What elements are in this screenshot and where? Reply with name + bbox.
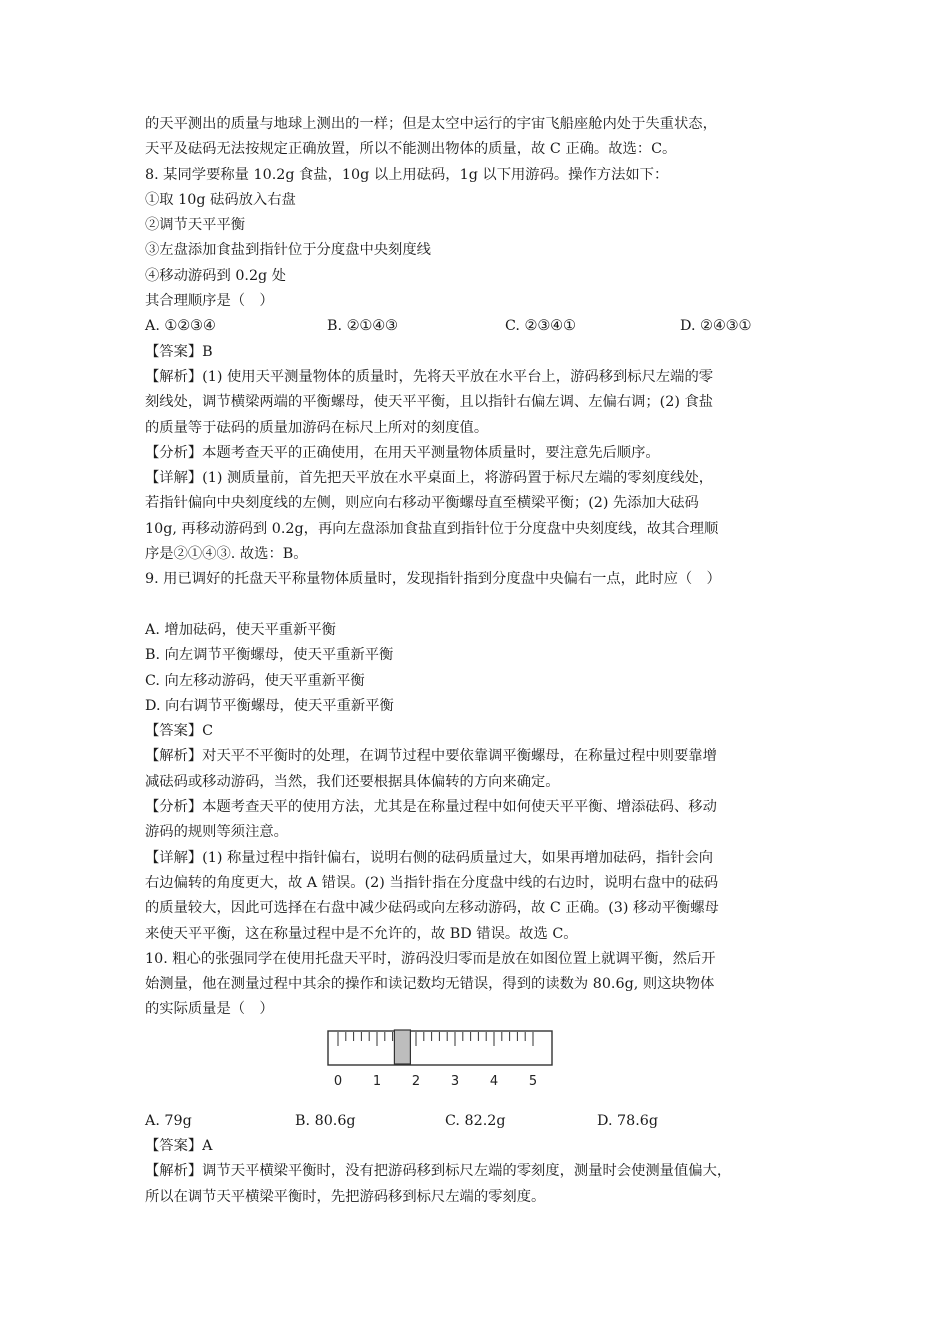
rider-weight [394, 1030, 410, 1064]
answer-10: 【答案】A [145, 1137, 213, 1154]
detail-9: 右边偏转的角度更大，故 A 错误。(2) 当指针指在分度盘中线的右边时，说明右盘中的砝码 [145, 874, 719, 891]
option-c: C. ②③④① [505, 318, 576, 335]
detail-8: 若指针偏向中央刻度线的左侧，则应向右移动平衡螺母直至横梁平衡；(2) 先添加大砝码 [145, 495, 699, 512]
tick-label: 2 [411, 1073, 421, 1089]
question-10-stem: 始测量，他在测量过程中其余的操作和读记数均无错误，得到的读数为 80.6g, 则这块物体 [145, 976, 715, 993]
summary-8: 【分析】本题考查天平的正确使用，在用天平测量物体质量时，要注意先后顺序。 [145, 444, 660, 461]
summary-9: 【分析】本题考查天平的使用方法，尤其是在称量过程中如何使天平平衡、增添砝码、移动 [145, 799, 717, 816]
analysis-8: 【解析】(1) 使用天平测量物体的质量时，先将天平放在水平台上，游码移到标尺左端的零 [145, 368, 714, 385]
answer-8: 【答案】B [145, 343, 213, 360]
option-a: A. ①②③④ [145, 318, 216, 335]
step-4: ④移动游码到 0.2g 处 [145, 267, 287, 284]
tick-label: 1 [372, 1073, 382, 1089]
analysis-8: 刻线处，调节横梁两端的平衡螺母，使天平平衡，且以指针右偏左调、左偏右调；(2) 食盐 [145, 394, 714, 411]
option-d: D. 78.6g [597, 1112, 659, 1129]
summary-9: 游码的规则等须注意。 [145, 824, 288, 841]
detail-8: 序是②①④③. 故选：B。 [145, 546, 308, 563]
option-a: A. 增加砝码，使天平重新平衡 [145, 621, 336, 638]
option-b: B. 向左调节平衡螺母，使天平重新平衡 [145, 647, 394, 664]
analysis-9: 【解析】对天平不平衡时的处理，在调节过程中要依靠调平衡螺母，在称量过程中则要靠增 [145, 748, 717, 765]
detail-9: 的质量较大，因此可选择在右盘中减少砝码或向左移动游码，故 C 正确。(3) 移动平衡螺母 [145, 900, 719, 917]
option-b: B. ②①④③ [327, 318, 398, 335]
rider-scale-figure [145, 1023, 815, 1109]
document-page [145, 112, 815, 1210]
analysis-8: 的质量等于砝码的质量加游码在标尺上所对的刻度值。 [145, 419, 489, 436]
text-line: 的天平测出的质量与地球上测出的一样；但是太空中运行的宇宙飞船座舱内处于失重状态， [145, 116, 717, 132]
spacer [145, 593, 815, 618]
option-c: C. 向左移动游码，使天平重新平衡 [145, 672, 365, 689]
question-8-options [145, 314, 815, 339]
question-8-prompt: 其合理顺序是（ ） [145, 293, 274, 310]
tick-label: 3 [450, 1073, 460, 1089]
question-8-stem: 8. 某同学要称量 10.2g 食盐，10g 以上用砝码，1g 以下用游码。操作方法如下： [145, 166, 669, 183]
analysis-10: 【解析】调节天平横梁平衡时，没有把游码移到标尺左端的零刻度，测量时会使测量值偏大， [145, 1163, 732, 1180]
question-10-options [145, 1109, 815, 1134]
question-10-stem: 的实际质量是（ ） [145, 1001, 274, 1018]
detail-8: 10g, 再移动游码到 0.2g，再向左盘添加食盐直到指针位于分度盘中央刻度线，故其合理顺 [145, 520, 719, 537]
option-b: B. 80.6g [295, 1112, 356, 1129]
option-c: C. 82.2g [445, 1112, 506, 1129]
detail-8: 【详解】(1) 测质量前，首先把天平放在水平桌面上，将游码置于标尺左端的零刻度线处， [145, 470, 714, 487]
option-a: A. 79g [145, 1112, 192, 1129]
answer-9: 【答案】C [145, 723, 214, 740]
question-10-stem: 10. 粗心的张强同学在使用托盘天平时，游码没归零而是放在如图位置上就调平衡，然后开 [145, 950, 716, 967]
step-2: ②调节天平平衡 [145, 217, 246, 234]
step-3: ③左盘添加食盐到指针位于分度盘中央刻度线 [145, 242, 431, 259]
scale-labels [334, 1074, 537, 1089]
detail-9: 【详解】(1) 称量过程中指针偏右，说明右侧的砝码质量过大，如果再增加砝码，指针会向 [145, 849, 714, 866]
option-d: D. ②④③① [680, 318, 752, 335]
tick-label: 4 [489, 1073, 499, 1089]
step-1: ①取 10g 砝码放入右盘 [145, 191, 296, 208]
tick-label: 0 [333, 1073, 343, 1089]
tick-label: 5 [528, 1073, 538, 1089]
option-d: D. 向右调节平衡螺母，使天平重新平衡 [145, 697, 394, 714]
detail-9: 来使天平平衡，这在称量过程中是不允许的，故 BD 错误。故选 C。 [145, 925, 578, 942]
rider-scale [320, 1029, 560, 1099]
analysis-10: 所以在调节天平横梁平衡时，先把游码移到标尺左端的零刻度。 [145, 1188, 546, 1205]
analysis-9: 减砝码或移动游码，当然，我们还要根据具体偏转的方向来确定。 [145, 773, 560, 790]
question-9-stem: 9. 用已调好的托盘天平称量物体质量时，发现指针指到分度盘中央偏右一点，此时应（ ） [145, 571, 721, 588]
text-line: 天平及砝码无法按规定正确放置，所以不能测出物体的质量，故 C 正确。故选：C。 [145, 141, 677, 158]
